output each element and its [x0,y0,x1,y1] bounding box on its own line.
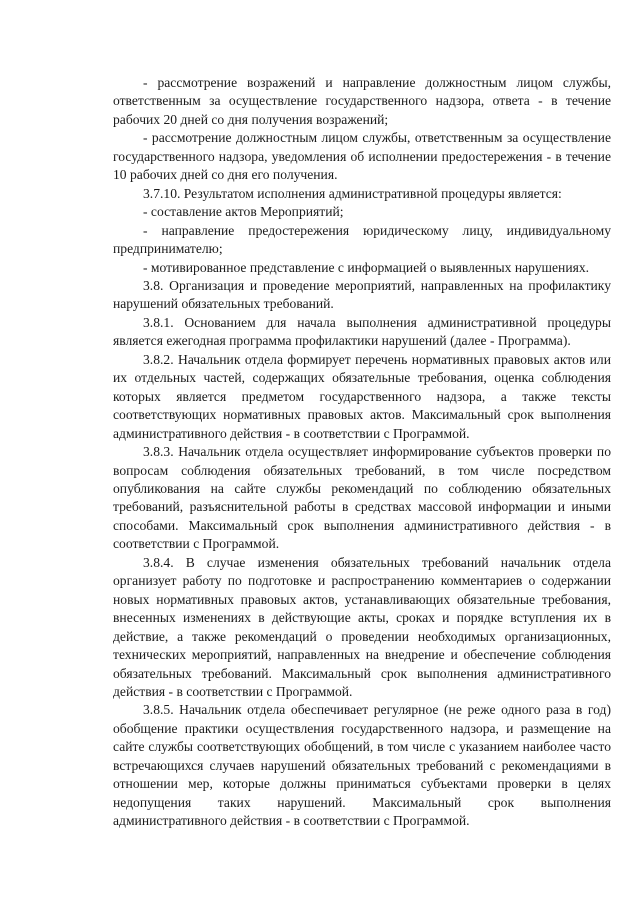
paragraph-3-8: 3.8. Организация и проведение мероприятий, направленных на профилактику нарушений обязательных требований. [113,277,611,312]
list-item-motivated-report: - мотивированное представление с информацией о выявленных нарушениях. [143,259,590,275]
document-body [113,74,611,831]
paragraph-3-8-5: 3.8.5. Начальник отдела обеспечивает регулярное (не реже одного раза в год) обобщение практики осуществления государственного надзора, и размещение на сайте службы соответствующих обобщений, в том числе с указанием наиболее часто встречающихся случаев нарушений обязательных требований с рекомендациями в отношении мер, которые должны приниматься субъектами проверки в целях недопущения таких нарушений. Максимальный срок выполнения административного действия - в соответствии с Программой. [113,702,611,829]
list-item-acts: - составление актов Мероприятий; [143,204,344,220]
paragraph-3-8-2: 3.8.2. Начальник отдела формирует перечень нормативных правовых актов или их отдельных частей, содержащих обязательные требования, оценка соблюдения которых является предметом государственного надзора, а также тексты соответствующих нормативных правовых актов. Максимальный срок выполнения административного действия - в соответствии с Программой. [113,351,611,441]
list-item-warning: - направление предостережения юридическому лицу, индивидуальному предпринимателю; [113,222,611,257]
paragraph-3-8-1: 3.8.1. Основанием для начала выполнения административной процедуры является ежегодная программа профилактики нарушений (далее - Программа). [113,314,611,349]
paragraph-3-7-10: 3.7.10. Результатом исполнения административной процедуры является: [143,185,562,201]
paragraph-3-8-4: 3.8.4. В случае изменения обязательных требований начальник отдела организует работу по подготовке и распространению комментариев о содержании новых нормативных правовых актов, устанавливающих обязательные требования, внесенных изменениях в действующие акты, сроках и порядке вступления их в действие, а также рекомендаций о проведении необходимых организационных, технических мероприятий, направленных на внедрение и обеспечение соблюдения обязательных требований. Максимальный срок выполнения административного действия - в соответствии с Программой. [113,554,611,699]
paragraph-warning-notice-review: - рассмотрение должностным лицом службы, ответственным за осуществление государственного надзора, уведомления об исполнении предостережения - в течение 10 рабочих дней со дня его получения. [113,130,611,183]
paragraph-objections-review: - рассмотрение возражений и направление должностным лицом службы, ответственным за осуществление государственного надзора, ответа - в течение рабочих 20 дней со дня получения возражений; [113,75,611,127]
paragraph-3-8-3: 3.8.3. Начальник отдела осуществляет информирование субъектов проверки по вопросам соблюдения обязательных требований, в том числе посредством опубликования на сайте службы рекомендаций по соблюдению обязательных требований, разъяснительной работы в средствах массовой информации и иными способами. Максимальный срок выполнения административного действия - в соответствии с Программой. [113,444,611,552]
